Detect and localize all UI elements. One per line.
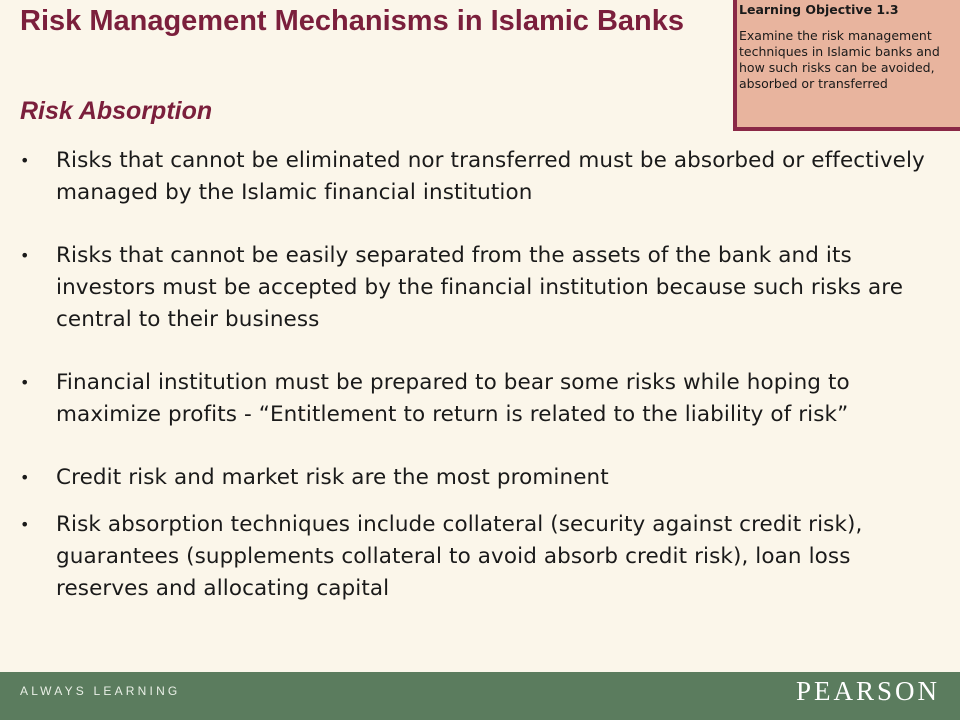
bullet-dot-icon: •: [20, 468, 30, 487]
bullet-dot-icon: •: [20, 515, 30, 534]
bullet-item: [20, 240, 935, 336]
learning-objective-box: [733, 0, 960, 131]
learning-objective-text: Examine the risk management techniques in Islamic banks and how such risks can be avoided, absorbed or transferred: [739, 28, 940, 91]
learning-objective-heading: Learning Objective 1.3: [739, 2, 899, 17]
bullet-dot-icon: •: [20, 246, 30, 265]
bullet-item: [20, 509, 935, 605]
footer-bar: [0, 672, 960, 720]
footer-tagline: ALWAYS LEARNING: [20, 684, 181, 698]
bullet-text: Financial institution must be prepared to bear some risks while hoping to maximize profits - “Entitlement to return is related to the liability of risk”: [56, 370, 850, 427]
slide-title: Risk Management Mechanisms in Islamic Banks: [20, 5, 685, 37]
bullet-item: [20, 145, 935, 209]
bullet-item: [20, 462, 935, 494]
bullet-list: [20, 145, 935, 605]
bullet-text: Credit risk and market risk are the most prominent: [56, 465, 609, 490]
bullet-dot-icon: •: [20, 373, 30, 392]
pearson-logo: PEARSON: [795, 676, 940, 706]
bullet-text: Risks that cannot be eliminated nor transferred must be absorbed or effectively managed by the Islamic financial institution: [56, 148, 925, 205]
bullet-dot-icon: •: [20, 151, 30, 170]
bullet-text: Risks that cannot be easily separated from the assets of the bank and its investors must be accepted by the financial institution because such risks are central to their business: [56, 243, 904, 332]
slide-subtitle: Risk Absorption: [20, 97, 213, 125]
bullet-text: Risk absorption techniques include collateral (security against credit risk), guarantees (supplements collateral to avoid absorb credit risk), loan loss reserves and allocating capital: [56, 512, 863, 601]
bullet-item: [20, 367, 935, 431]
